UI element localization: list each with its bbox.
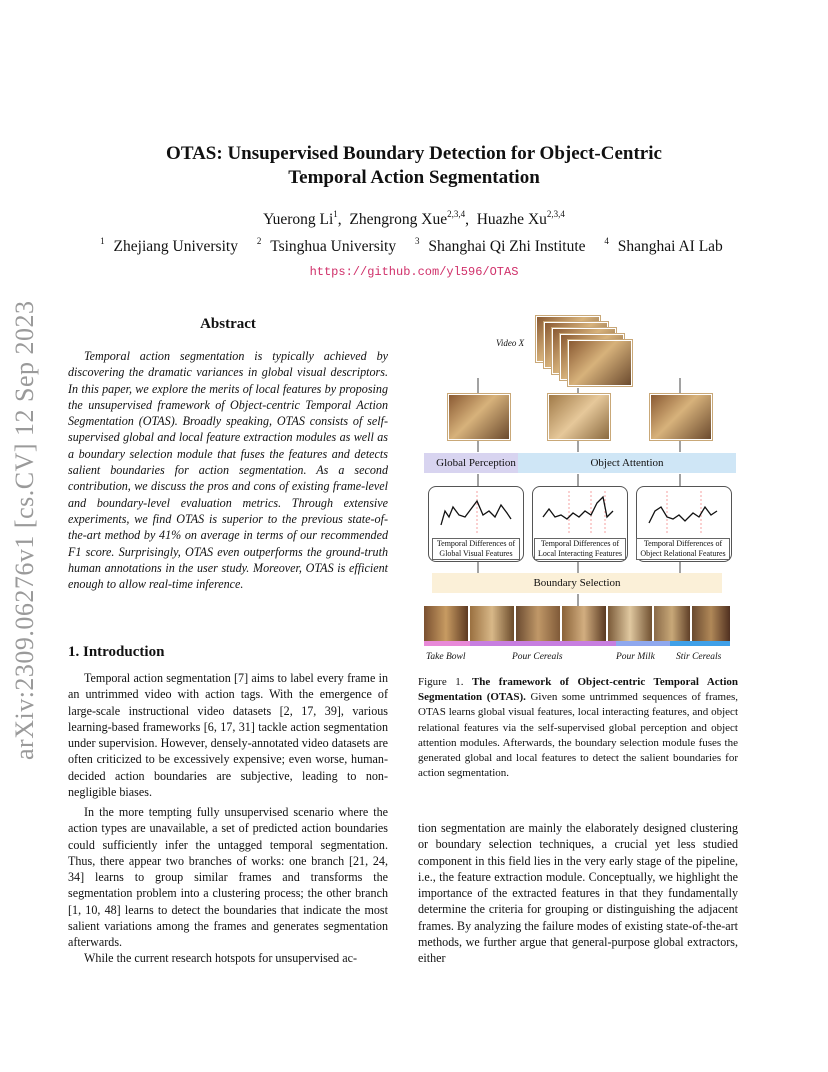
affiliation-4-name: Shanghai AI Lab bbox=[617, 238, 723, 255]
boundary-selection-box: Boundary Selection bbox=[432, 573, 722, 593]
global-perception-box: Global Perception bbox=[424, 453, 528, 473]
figure-caption bbox=[418, 675, 738, 781]
local-curve bbox=[533, 487, 627, 537]
relational-curve bbox=[637, 487, 731, 537]
author-2: Zhengrong Xue bbox=[349, 211, 448, 228]
author-2-sup: 2,3,4 bbox=[447, 209, 466, 219]
affiliations bbox=[0, 238, 828, 256]
affiliation-3-sup: 3 bbox=[415, 236, 420, 246]
segment-bar-pour-cereals bbox=[470, 641, 616, 646]
video-label: Video X bbox=[496, 338, 525, 348]
affiliation-1-sup: 1 bbox=[100, 236, 105, 246]
author-1: Yuerong Li bbox=[263, 211, 334, 228]
arxiv-stamp: arXiv:2309.06276v1 [cs.CV] 12 Sep 2023 bbox=[10, 300, 39, 760]
caption-text: Given some untrimmed sequences of frames, OTAS learns global visual features, local interacting features, and object relational features via the self-supervised global perception and object attention modules. Afterwards, the boundary selection module fuses the generated global and local features to detect the salient boundaries for action segmentation. bbox=[418, 691, 738, 780]
repo-link[interactable]: https://github.com/yl596/OTAS bbox=[309, 265, 519, 279]
object-crop-1 bbox=[548, 394, 610, 440]
intro-paragraph-1: Temporal action segmentation [7] aims to label every frame in an untrimmed video with action tags. With the emergence of large-scale instructional video datasets [2, 17, 39], various learning-based frameworks [6, 17, 31] tackle action segmentation under supervision. However, densely-annotated video datasets are often criticized to be excessively expensive; even worse, human-decided action boundaries are subjective, leading to non-negligible biases. bbox=[68, 671, 388, 800]
authors: Yuerong Li$^1$, Zhengrong Xue$^{2,3,4}$, Huazhe Xu$^{2,3,4}$ bbox=[263, 209, 565, 228]
plot-label-local: Temporal Differences of Local Interacting Features bbox=[534, 538, 626, 560]
segment-bar-take-bowl bbox=[424, 641, 470, 646]
affiliation-3 bbox=[415, 238, 591, 255]
abstract-text: Temporal action segmentation is typically achieved by discovering the dramatic variances in global visual descriptors. In this paper, we explore the merits of local features by proposing the unsupervised framework of Object-centric Temporal Action Segmentation (OTAS). Broadly speaking, OTAS consists of self-supervised global and local feature extraction modules as well as a boundary selection module that fuses the features and detects salient boundaries for action segmentation. As a second contribution, we discuss the pros and cons of existing frame-level and boundary-level evaluation metrics. Through extensive experiments, we find OTAS is superior to the previous state-of-the-art method by 41% on average in terms of our recommended F1 score. Surprisingly, OTAS even outperforms the ground-truth human annotations in the user study. Moreover, OTAS is efficient enough to allow real-time inference. bbox=[68, 349, 388, 592]
abstract-heading: Abstract bbox=[200, 316, 256, 332]
section-heading: 1. Introduction bbox=[68, 644, 165, 660]
affiliation-4 bbox=[604, 238, 727, 255]
caption-title: The framework of Object-centric Temporal Action Segmentation (OTAS). bbox=[418, 676, 738, 704]
title-line-2: Temporal Action Segmentation bbox=[288, 167, 540, 188]
global-curve bbox=[429, 487, 523, 537]
affiliation-2 bbox=[257, 238, 401, 255]
figure-1 bbox=[418, 312, 738, 667]
intro-paragraph-3: While the current research hotspots for unsupervised ac- bbox=[84, 951, 358, 965]
segment-bar-stir-cereals bbox=[670, 641, 730, 646]
affiliation-3-name: Shanghai Qi Zhi Institute bbox=[428, 238, 586, 255]
frame-strip bbox=[424, 606, 730, 642]
affiliation-2-sup: 2 bbox=[256, 236, 262, 246]
plot-label-relational: Temporal Differences of Object Relational Features bbox=[636, 538, 730, 560]
segment-label-take-bowl: Take Bowl bbox=[426, 652, 466, 662]
caption-label: Figure 1. bbox=[418, 676, 464, 688]
affiliation-1-name: Zhejiang University bbox=[113, 238, 238, 255]
segment-label-pour-milk: Pour Milk bbox=[616, 652, 655, 662]
segment-bar-pour-milk bbox=[616, 641, 670, 646]
global-crop bbox=[448, 394, 510, 440]
object-attention-box: Object Attention bbox=[518, 453, 736, 473]
author-3-sup: 2,3,4 bbox=[546, 209, 565, 219]
author-1-sup: 1 bbox=[333, 209, 338, 219]
plot-label-global: Temporal Differences of Global Visual Features bbox=[432, 538, 520, 560]
title-line-1: OTAS: Unsupervised Boundary Detection for Object-Centric bbox=[166, 143, 662, 164]
author-3: Huazhe Xu bbox=[476, 211, 547, 228]
object-crop-2 bbox=[650, 394, 712, 440]
intro-paragraph-2: In the more tempting fully unsupervised scenario where the action types are unavailable, a set of predicted action boundaries could sufficiently infer the untagged temporal segmentation. Thus, there appear two branches of works: one branch [21, 24, 34] learns to group similar frames and transforms the segmentation problem into a clustering process; the other branch [1, 10, 48] learns to detect the boundaries that indicate the most salient variations among the frames and generates segmentation afterwards. bbox=[68, 805, 388, 950]
affiliation-2-name: Tsinghua University bbox=[270, 238, 397, 255]
segment-label-stir-cereals: Stir Cereals bbox=[676, 652, 722, 662]
segment-label-pour-cereals: Pour Cereals bbox=[512, 652, 563, 662]
paper-title bbox=[0, 142, 828, 190]
affiliation-4-sup: 4 bbox=[604, 236, 609, 246]
affiliation-1 bbox=[100, 238, 243, 255]
right-column-text: tion segmentation are mainly the elaborately designed clustering or boundary selection techniques, a crucial yet less studied component in this field lies in the very early stage of the pipeline, i.e., the feature extraction module. Conceptually, we highlight the importance of the extracted features in that they fundamentally determine the criteria for grouping or distinguishing the adjacent frames. By analyzing the failure modes of existing state-of-the-art methods, we further argue that general-purpose global extractors, either bbox=[418, 821, 738, 966]
